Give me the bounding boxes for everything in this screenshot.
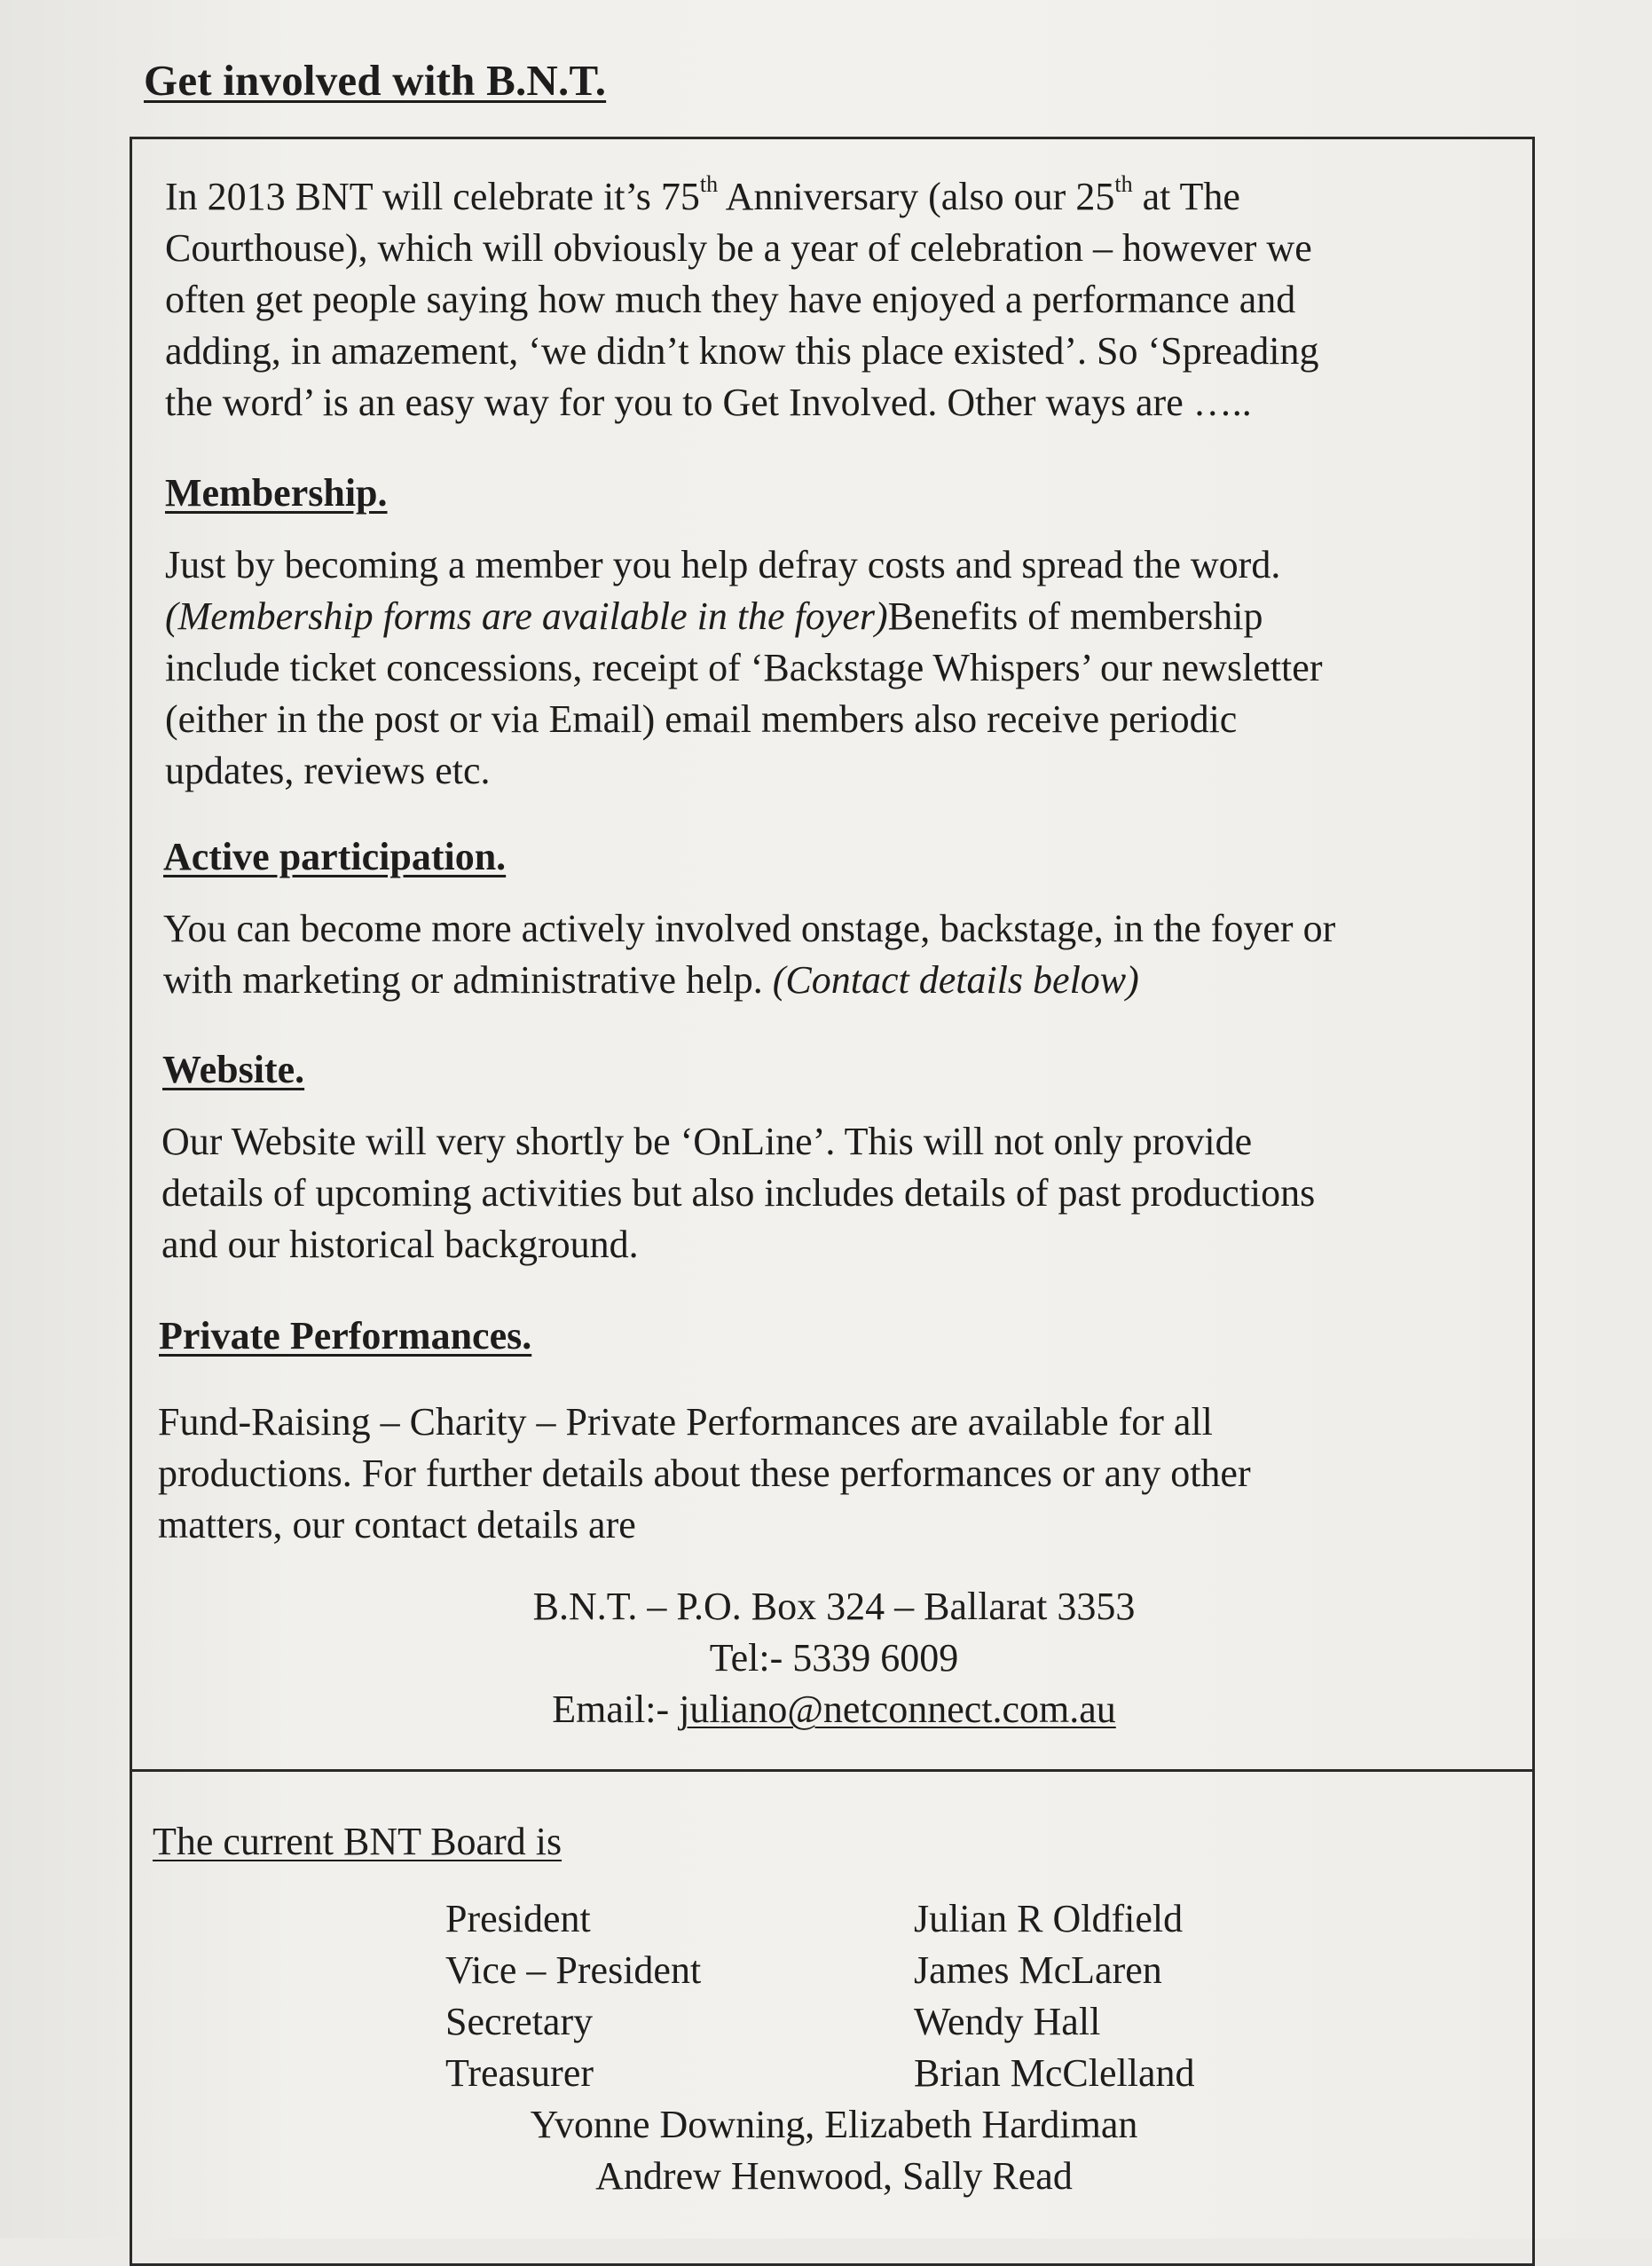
membership-line-5: updates, reviews etc. (165, 749, 491, 792)
private-performances-line-3: matters, our contact details are (158, 1503, 636, 1546)
private-performances-line-1: Fund-Raising – Charity – Private Performances are available for all (158, 1400, 1213, 1444)
intro-line-3: often get people saying how much they have enjoyed a performance and (165, 278, 1296, 321)
contact-email-label: Email:- (552, 1688, 680, 1731)
contact-telephone: Tel:- 5339 6009 (709, 1636, 959, 1680)
intro-line-4: adding, in amazement, ‘we didn’t know this place existed’. So ‘Spreading (165, 329, 1319, 373)
board-role-treasurer: Treasurer (445, 2051, 594, 2095)
board-members-line-1: Yvonne Downing, Elizabeth Hardiman (530, 2103, 1138, 2146)
private-performances-heading: Private Performances. (159, 1314, 532, 1357)
board-role-secretary: Secretary (445, 2000, 594, 2043)
membership-heading: Membership. (165, 471, 388, 515)
contact-address: B.N.T. – P.O. Box 324 – Ballarat 3353 (532, 1585, 1136, 1628)
board-heading: The current BNT Board is (153, 1820, 562, 1863)
website-line-2: details of upcoming activities but also includes details of past productions (161, 1171, 1316, 1215)
intro-line-2: Courthouse), which will obviously be a year of celebration – however we (165, 226, 1312, 270)
board-name-vice-president: James McLaren (914, 1948, 1162, 1992)
board-role-president: President (445, 1897, 591, 1940)
active-participation-line-2: with marketing or administrative help. (Contact details below) (163, 958, 1139, 1002)
membership-line-3: include ticket concessions, receipt of ‘Backstage Whispers’ our newsletter (165, 646, 1323, 689)
contact-email-link[interactable]: juliano@netconnect.com.au (679, 1688, 1116, 1731)
membership-line-4: (either in the post or via Email) email members also receive periodic (165, 697, 1238, 741)
active-participation-heading: Active participation. (163, 835, 507, 878)
website-heading: Website. (162, 1048, 305, 1091)
board-name-president: Julian R Oldfield (914, 1897, 1184, 1940)
website-line-1: Our Website will very shortly be ‘OnLine’. This will not only provide (161, 1120, 1253, 1163)
contact-email-line (160, 1684, 1508, 1736)
private-performances-line-2: productions. For further details about these performances or any other (158, 1452, 1251, 1495)
active-participation-line-1: You can become more actively involved onstage, backstage, in the foyer or (163, 907, 1336, 950)
board-role-vice-president: Vice – President (445, 1948, 702, 1992)
website-line-3: and our historical background. (161, 1223, 639, 1266)
membership-line-2: (Membership forms are available in the foyer)Benefits of membership (165, 594, 1263, 638)
intro-line-1: In 2013 BNT will celebrate it’s 75th Anniversary (also our 25th at The (165, 171, 1240, 218)
intro-line-5: the word’ is an easy way for you to Get Involved. Other ways are ….. (165, 381, 1252, 424)
board-name-treasurer: Brian McClelland (914, 2051, 1195, 2095)
membership-line-1: Just by becoming a member you help defray costs and spread the word. (165, 543, 1281, 586)
board-members-line-2: Andrew Henwood, Sally Read (595, 2154, 1073, 2198)
board-name-secretary: Wendy Hall (914, 2000, 1101, 2043)
board-divider (130, 1769, 1535, 1772)
page-title: Get involved with B.N.T. (144, 56, 607, 105)
